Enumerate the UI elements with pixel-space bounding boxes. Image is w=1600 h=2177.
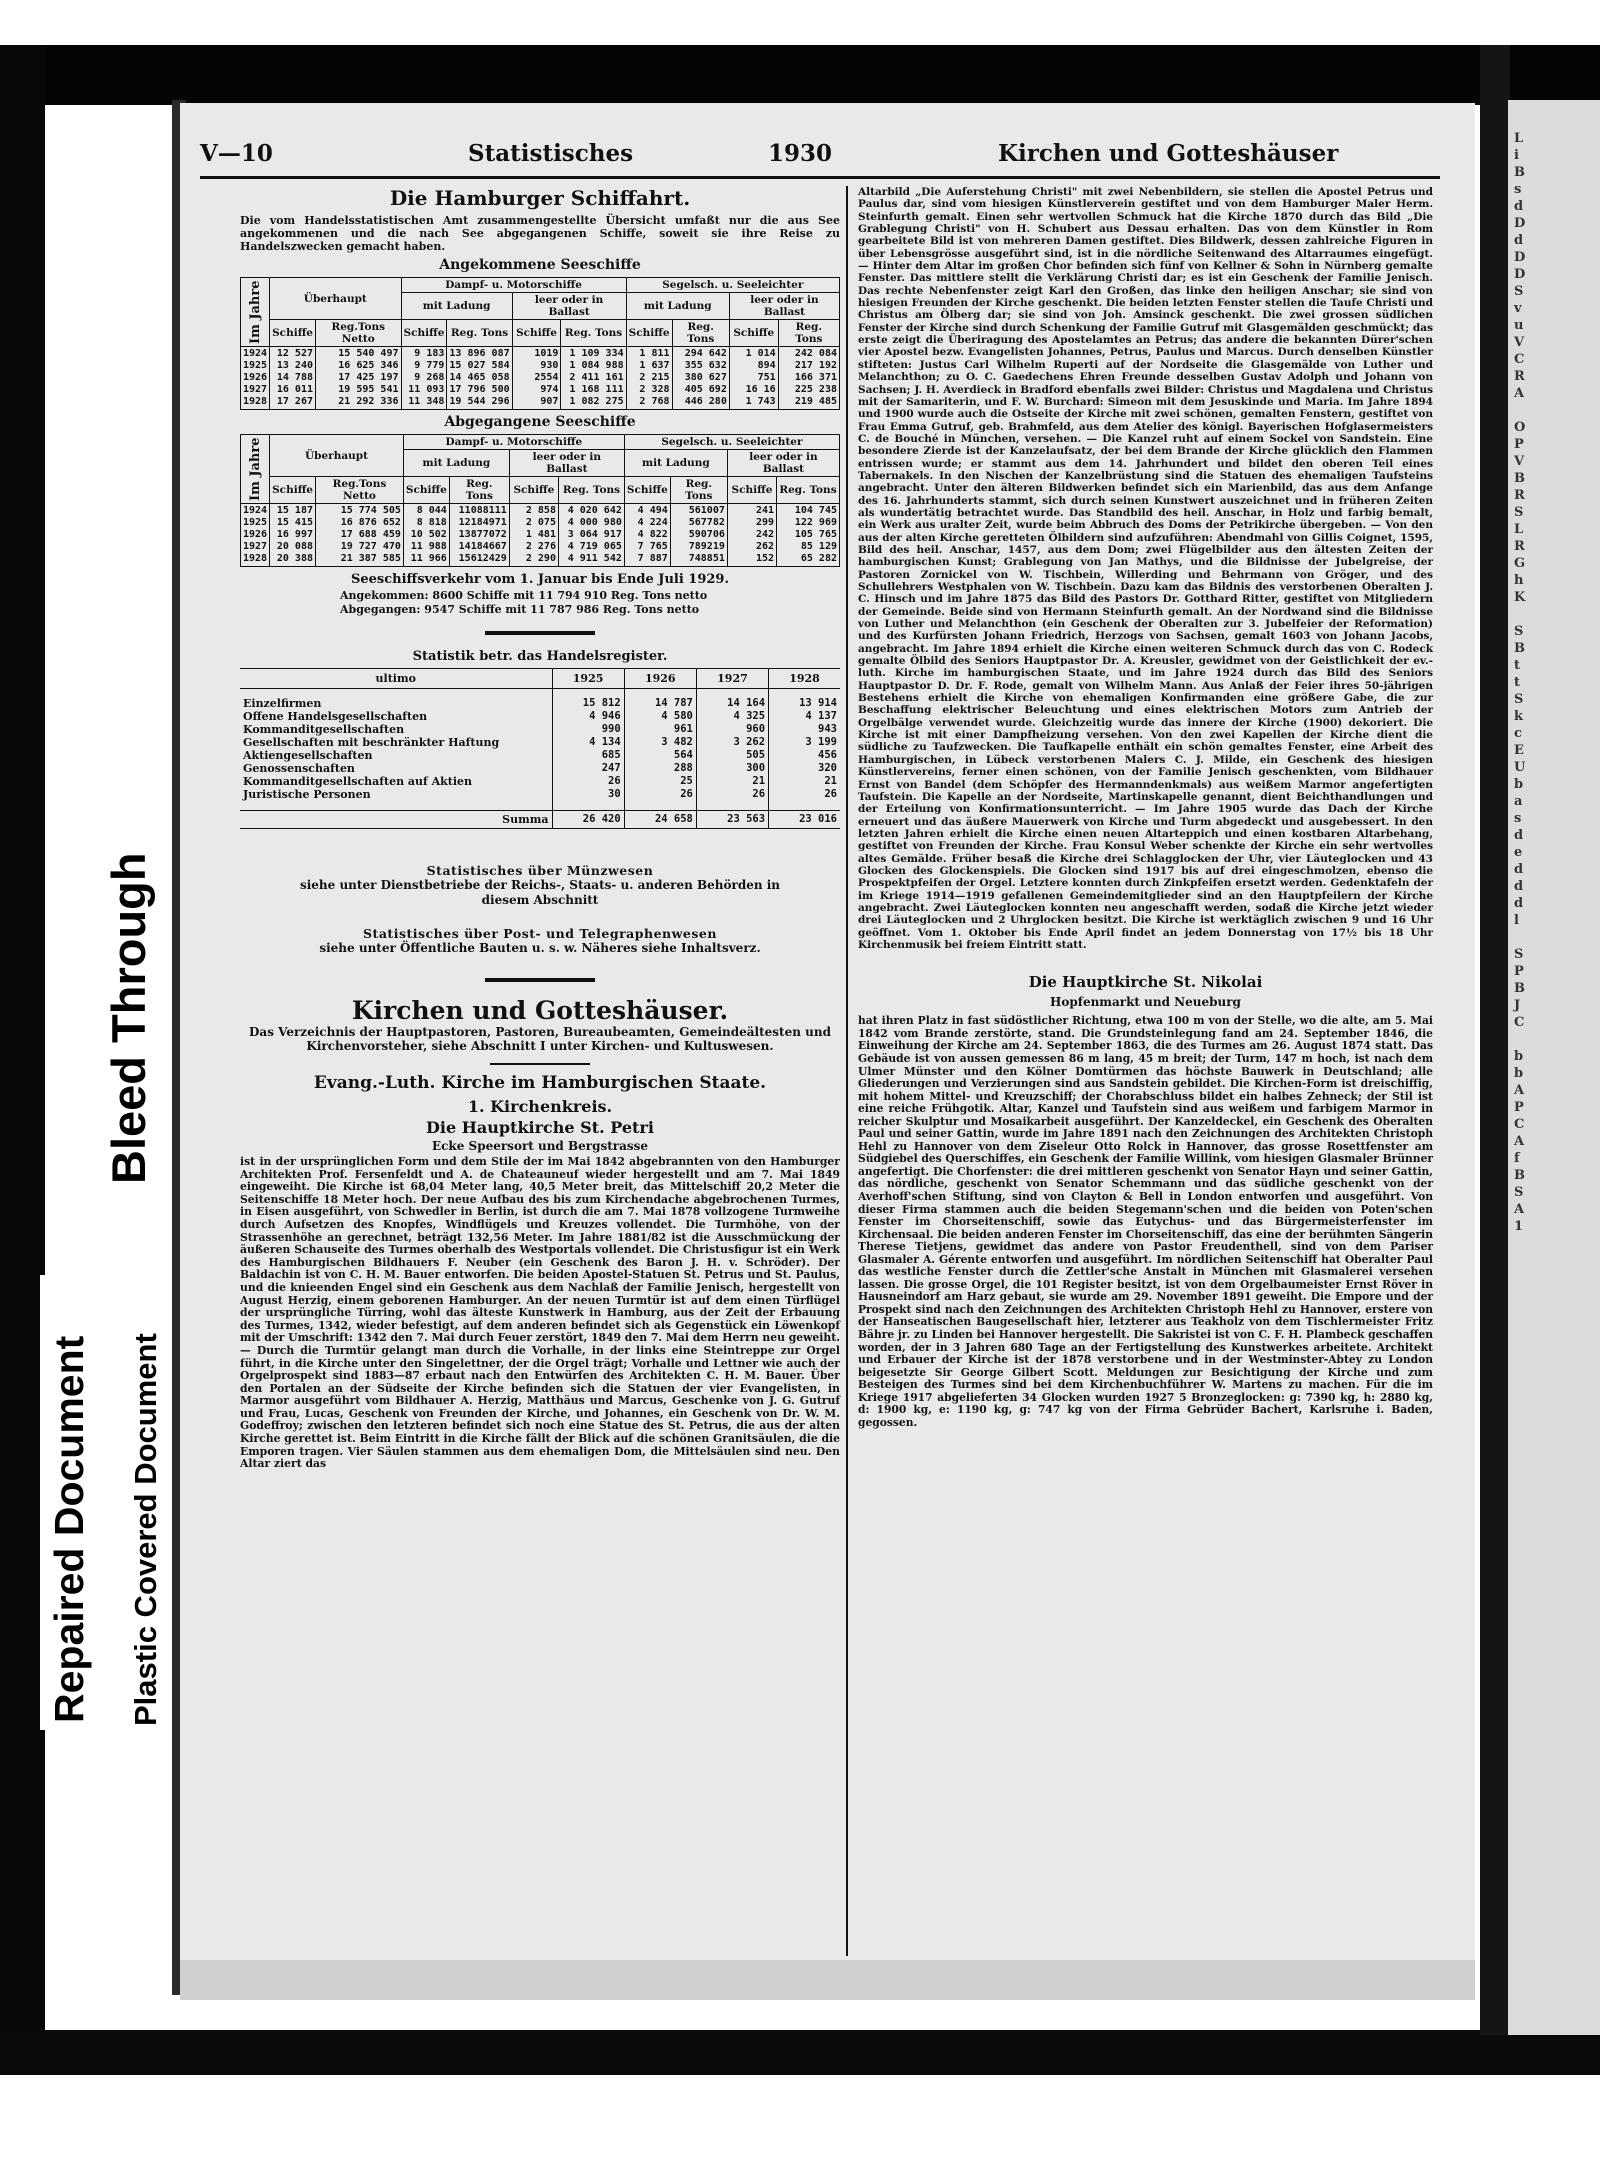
- petri-title: Die Hauptkirche St. Petri: [426, 1118, 654, 1137]
- register-title: Statistik betr. das Handelsregister.: [412, 649, 668, 664]
- register-value: 3 262: [696, 736, 768, 749]
- col-regtons: Reg. Tons: [447, 320, 512, 347]
- page-bottom-shade: [180, 1960, 1475, 2000]
- col-empty: leer oder in Ballast: [509, 450, 624, 477]
- register-value: 961: [624, 723, 696, 736]
- register-value: 3 482: [624, 736, 696, 749]
- header-page-number: V—10: [200, 140, 273, 167]
- register-value: 4 137: [769, 710, 840, 723]
- post-text: siehe unter Öffentliche Bauten u. s. w. Näheres siehe Inhaltsverz.: [319, 941, 761, 955]
- departed-sail-empty-tons: 104 745 122 969 105 765 85 129 65 282: [777, 504, 840, 567]
- register-year: 1925: [552, 669, 624, 689]
- col-regtons: Reg. Tons: [561, 320, 626, 347]
- arrived-steam-empty-tons: 1 109 334 1 084 988 2 411 161 1 168 111 1 082 275: [561, 347, 626, 410]
- petri-text: ist in der ursprünglichen Form und dem Stile der im Mai 1842 abgebrannten von den Hamburger Architekten Prof. Fersenfeldt und A. de Chateauneuf wieder hergestellt und am 7. Mai 1849 eingeweiht. Die Kirche ist 68,04 Meter lang, 40,5 Meter breit, das Mittelschiff 20,2 Meter die Seitenschiffe 18 Meter hoch. Der neue Aufbau des bis zum Kirchendache abgebrochenen Turmes, in Eisen ausgeführt, von Schwedler in Berlin, ist durch die am 7. Mai 1878 vollzogene Turmweihe durch Aufsetzen des Knopfes, Windflügels und Kreuzes vollendet. Die Turmhöhe, von der Strassenhöhe an gerechnet, beträgt 132,56 Meter. Im Jahre 1881/82 ist die Ausschmückung der äußeren Schauseite des Turmes oberhalb des Westportals vollendet. Die Christusfigur ist ein Werk des Hamburgischen Bildhauers F. Neuber (ein Geschenk des Baron J. H. v. Schröder). Der Baldachin ist von C. H. M. Bauer entworfen. Die beiden Apostel-Statuen St. Petrus und St. Paulus, und die knieenden Engel sind ein Geschenk aus dem Nachlaß der Familie Jenisch, hergestellt von August Herzig, einem geborenen Hamburger. An der neuen Turmtür ist auf dem einen Türflügel der ursprüngliche Türring, wohl das älteste Kunstwerk in Hamburg, aus der Zeit der Erbauung des Turmes, 1342, wieder befestigt, auf dem anderen befindet sich als Gegenstück ein Löwenkopf mit der Umschrift: 1342 den 7. Mai durch Feuer zerstört, 1849 den 7. Mai dem Herrn neu geweiht. — Durch die Turmtür gelangt man durch die Vorhalle, in der links eine Steintreppe zur Orgel führt, in die Kirche unter den Singelettner, der die Orgel trägt; Vorhalle und Lettner wie auch der Orgelprospekt sind 1883—87 erbaut nach den Entwürfen des Architekten C. H. M. Bauer. Über den Portalen an der Südseite der Kirche befinden sich die Statuen der vier Evangelisten, in Marmor ausgeführt vom Bildhauer A. Herzig, Matthäus und Marcus, Geschenke von J. G. Gutruf und Frau, Lucas, Geschenk von Freunden der Kirche, und Johannes, ein Geschenk von Dr. W. M. Godeffroy; zwischen den letzteren befindet sich noch eine Statue des St. Petrus, die aus der alten Kirche gerettet ist. Beim Eintritt in die Kirche fällt der Blick auf die schönen Granitsäulen, die die Emporen tragen. Vier Säulen stammen aus dem ehemaligen Dom, die Mittelsäulen sind neu. Den Altar ziert das: [240, 1155, 840, 1471]
- register-value: 320: [769, 762, 840, 775]
- table-row: [240, 788, 840, 801]
- arrived-total-tons: 15 540 497 16 625 346 17 425 197 19 595 541 21 292 336: [316, 347, 402, 410]
- register-sum: 23 563: [696, 811, 768, 829]
- repaired-tag-bg: [40, 1275, 95, 1730]
- departed-total-ships: 15 187 15 415 16 997 20 088 20 388: [270, 504, 316, 567]
- register-row-label: Aktiengesellschaften: [243, 748, 373, 762]
- register-value: 4 134: [552, 736, 624, 749]
- departed-title: Abgegangene Seeschiffe: [444, 414, 636, 430]
- register-row-label: Kommanditgesellschaften auf Aktien: [243, 774, 473, 788]
- col-loaded: mit Ladung: [403, 450, 509, 477]
- table-row: [240, 775, 840, 788]
- col-regtons: Reg. Tons: [558, 477, 624, 504]
- register-value: 15 812: [552, 697, 624, 710]
- register-value: 4 580: [624, 710, 696, 723]
- plastic-covered-label: Plastic Covered Document: [128, 1333, 163, 1726]
- departed-sail-loaded-tons: 561007 567782 590706 789219 748851: [670, 504, 727, 567]
- register-value: 288: [624, 762, 696, 775]
- register-year: 1927: [696, 669, 768, 689]
- register-value: 26: [769, 788, 840, 801]
- repaired-document-label: Repaired Document: [46, 1335, 92, 1723]
- col-regnet: Reg.Tons Netto: [316, 477, 404, 504]
- column-rule: [846, 186, 848, 1956]
- register-value: 456: [769, 749, 840, 762]
- next-page-margin-text: L i B s d D d D D S v u V C R A O P V B R S L R G h K S B t t S k c E U b a s d e d d d l S P B J C b b A P C A f B S A 1: [1514, 131, 1526, 1234]
- header-topic: Kirchen und Gotteshäuser: [998, 140, 1339, 167]
- table-row: [240, 736, 840, 749]
- muenz-note: [240, 863, 840, 908]
- table-row: [240, 749, 840, 762]
- section-divider: [490, 1063, 590, 1065]
- nikolai-street: Hopfenmarkt und Neueburg: [1050, 995, 1241, 1010]
- nikolai-title: Die Hauptkirche St. Nikolai: [1028, 973, 1263, 992]
- register-value: 26: [552, 775, 624, 788]
- departed-sail-loaded-ships: 4 494 4 224 4 822 7 765 7 887: [624, 504, 670, 567]
- register-value: 30: [552, 788, 624, 801]
- register-value: 505: [696, 749, 768, 762]
- col-ships: Schiffe: [270, 320, 316, 347]
- header-year: 1930: [768, 140, 833, 167]
- register-row-label: Juristische Personen: [243, 787, 371, 801]
- arrived-ships-table: [240, 277, 840, 410]
- left-column: [240, 186, 840, 1471]
- col-ships: Schiffe: [624, 477, 670, 504]
- summary-arrived: Angekommen: 8600 Schiffe mit 11 794 910 Reg. Tons netto: [340, 589, 708, 602]
- departed-years: 1924 1925 1926 1927 1928: [241, 504, 270, 567]
- petri-continued-text: Altarbild „Die Auferstehung Christi" mit zwei Nebenbildern, sie stellen die Apostel Petrus und Paulus dar, sind vom hiesigen Künstlerverein gestiftet und von dem Hamburger Maler Herm. Steinfurth gemalt. Einen sehr wertvollen Schmuck hat die Kirche 1870 durch das Bild „Die Grablegung Christi" von H. Schubert aus Dessau erhalten. Das von dem Künstler in Rom gearbeitete Bild ist von mehreren Damen gestiftet. Dies Bildwerk, dessen zahlreiche Figuren in über Lebensgrösse ausgeführt sind, ist in die nördliche Seitenwand des Altarraumes eingefügt. — Hinter dem Altar im großen Chor befinden sich fünf von Kellner & Sohn in Nürnberg gemalte Fenster. Das mittlere stellt die Verklärung Christi dar; es ist ein Geschenk der Familie Jenisch. Das rechte Nebenfenster zeigt Karl den Großen, das linke den heiligen Anschar; sie sind von hiesigen Freunden der Kirche geschenkt. Die beiden letzten Fenster stellen die Taufe Christi und Christus am Ölberg dar; sie sind von Joh. Amsinck geschenkt. Die zwei grossen südlichen Fenster der Kirche sind durch Schenkung der Familie Gutruf mit Glasgemälden geschmückt; das erste zeigt die Überiragung des Apostelamtes an Petrus; das andere die bekannten Dürer'schen vier Apostel bezw. Evangelisten Johannes, Petrus, Paulus und Marcus. Durch denselben Künstler stifteten: Justus Carl Wilhelm Ruperti auf der Nordseite die Glasgemälde von Luther und Melanchthon; zu O. C. Gaedechens Ehren Freunde desselben Gustav Adolph und Johann von Sachsen; J. H. Averdieck in Bradford ebenfalls zwei Bilder: Christus und Magdalena und Christus mit der Samariterin, und F. W. Burchard: Simeon mit dem Jesuskinde und Maria. Im Jahre 1894 und 1900 wurde auch die Ostseite der Kirche mit zwei schönen, gemalten Fenstern, gestiftet von Frau Emma Gutruf, geb. Brahmfeld, aus dem Atelier des königl. Bayerischen Hofglasermeisters C. de Bouché in München, versehen. — Die Kanzel ruht auf einem Sockel von Sandstein. Eine besondere Zierde ist der Kanzelaufsatz, der bei dem Brande der Kirche glücklich den Flammen entrissen wurde; er stammt aus dem 14. Jahrhundert und bildet den oberen Teil eines Tabernakels. In den Nischen der Kanzelbrüstung sind die Statuen des ehemaligen Taufsteins angebracht. Unter den älteren Bildwerken befindet sich ein Marienbild, das aus dem Anfange des 16. Jahrhunderts stammt, sich durch seinen Kunstwert auszeichnet und in früheren Zeiten als wundertätig betrachtet wurde. Das Standbild des heil. Anschar, in Holz und farbig bemalt, ein Werk aus uralter Zeit, wurde beim Abbruch des Doms der Petrikirche übergeben. — Von den aus der alten Kirche geretteten Ölbildern sind aufzuführen: Abendmahl von Gillis Coignet, 1595, Bild des heil. Anschar, 1457, aus dem Dom; zwei Flügelbilder aus den ältesten Zeiten der hamburgischen Kunst; Grablegung von Jan Mathys, und die Bildnisse der Jubelgreise, der Pastoren Zornickel von W. Tischbein, Willerding und Behrmann von Gröger, und des Schullehrers Westphalen von W. Tischbein. Dazu kam das Bildnis des verstorbenen Oberalten J. C. Hinsch und im Jahre 1875 das Bild des Pastors Dr. Gotthard Ritter, gestiftet von Mitgliedern der Gemeinde. Beide sind von Hermann Steinfurth gemalt. An der Nordwand sind die Bildnisse von Luther und Melanchthon (ein Geschenk der Oberalten zur 3. Jubelfeier der Reformation) und des Kurfürsten Johann Friedrich, Herzogs von Sachsen, gemalt 1603 von Johann Jacobs, angebracht. Im Jahre 1894 erhielt die Kirche einen weiteren Schmuck durch das von C. Rodeck gemalte Ölbild des Seniors Hauptpastor Dr. A. Kreusler, gewidmet von der Geistlichkeit der ev.-luth. Kirche im hamburgischen Staate, und im Jahre 1924 durch das Bild des Seniors Hauptpastor D. Dr. F. Rode, gemalt von Wilhelm Mann. Aus Anlaß der Feier ihres 50-jährigen Bestehens erhielt die Kirche von ehemaligen Konfirmanden eine größere Gabe, die zur Beschaffung elektrischer Beleuchtung und eines elektrischen Motors zum Antrieb der Orgelbälge verwendet wurde. Gleichzeitig wurde das innere der Kirche (1900) dekoriert. Die Kirche ist mit einer Dampfheizung versehen. Von den zwei Kapellen der Kirche dient die südliche zu Taufzwecken. Die Taufkapelle enthält ein schön gemaltes Fenster, eine Arbeit des Hamburgischen, in Lübeck verstorbenen Malers C. J. Milde, ein Geschenk des hiesigen Künstlervereins, ferner einen schönen, von der Familie Jenisch geschenkten, vom Bildhauer Ernst von Bandel (dem Schöpfer des Hermanndenkmals) aus weißem Marmor angefertigten Taufstein. Die Kapelle an der Nordseite, Martinskapelle genannt, dient Beichthandlungen und der Erteilung von Konfirmationsunterricht. — Im Jahre 1905 wurde das Dach der Kirche erneuert und das äußere Mauerwerk von Kirche und Turm abgedeckt und ausgebessert. In den letzten Jahren erhielt die Kirche einen neuen Altarteppich und einen kostbaren Altarbehang, gestiftet von Freunden der Kirche. Frau Konsul Weber schenkte der Kirche ein sehr wertvolles altes Gemälde. Früher besaß die Kirche drei Schlagglocken der Uhr, vier Läuteglocken und 43 Glocken des Glockenspiels. Die Glocken sind 1917 bis auf drei eingeschmolzen, ebenso die Prospektpfeifen der Orgel. Letztere konnten durch Zinkpfeifen ersetzt werden. Gedenktafeln der im Kriege 1914—1919 gefallenen Gemeindemitglieder sind an den Hauptpfeilern der Kirche angebracht. Zwei Läuteglocken konnten neu angeschafft werden, sodaß die Kirche jetzt wieder drei Läuteglocken und 2 Uhrglocken besitzt. Die Kirche ist werktäglich zwischen 9 und 16 Uhr geöffnet. Vom 1. Oktober bis Ende April findet an jedem Donnerstag von 17½ bis 18 Uhr Kirchenmusik bei freiem Eintritt statt.: [858, 186, 1433, 951]
- register-sum: 26 420: [552, 811, 624, 829]
- col-empty: leer oder in Ballast: [729, 293, 839, 320]
- table-row: [240, 723, 840, 736]
- col-ships: Schiffe: [512, 320, 561, 347]
- arrived-sail-loaded-tons: 294 642 355 632 380 627 405 692 446 280: [672, 347, 729, 410]
- arrived-steam-loaded-ships: 9 183 9 779 9 268 11 093 11 348: [401, 347, 447, 410]
- register-value: 26: [624, 788, 696, 801]
- col-regnet: Reg.Tons Netto: [316, 320, 402, 347]
- arrived-sail-empty-ships: 1 014 894 751 16 16 1 743: [729, 347, 778, 410]
- register-year: 1928: [769, 669, 840, 689]
- col-total: Überhaupt: [270, 435, 404, 477]
- register-row-label: Einzelfirmen: [243, 696, 322, 710]
- arrived-steam-empty-ships: 1019 930 2554 974 907: [512, 347, 561, 410]
- register-value: 21: [769, 775, 840, 788]
- register-row-label: Kommanditgesellschaften: [243, 722, 405, 736]
- col-loaded: mit Ladung: [401, 293, 512, 320]
- arrived-title: Angekommene Seeschiffe: [439, 257, 641, 273]
- arrived-total-ships: 12 527 13 240 14 788 16 011 17 267: [270, 347, 316, 410]
- register-value: 685: [552, 749, 624, 762]
- bleed-through-label: Bleed Through: [102, 852, 155, 1184]
- register-value: 990: [552, 723, 624, 736]
- register-value: 960: [696, 723, 768, 736]
- col-regtons: Reg. Tons: [670, 477, 727, 504]
- col-ships: Schiffe: [509, 477, 558, 504]
- col-total: Überhaupt: [270, 278, 401, 320]
- register-row-label: Gesellschaften mit beschränkter Haftung: [243, 735, 500, 749]
- register-value: 247: [552, 762, 624, 775]
- register-row-label: Offene Handelsgesellschaften: [243, 709, 428, 723]
- register-table: [240, 668, 840, 829]
- register-value: 14 164: [696, 697, 768, 710]
- departed-steam-loaded-ships: 8 044 8 818 10 502 11 988 11 966: [403, 504, 449, 567]
- departed-total-tons: 15 774 505 16 876 652 17 688 459 19 727 470 21 387 585: [316, 504, 404, 567]
- churches-intro: Das Verzeichnis der Hauptpastoren, Pastoren, Bureaubeamten, Gemeindeältesten und Kirchenvorsteher, siehe Abschnitt I unter Kirchen- und Kultuswesen.: [249, 1025, 831, 1053]
- departed-steam-empty-tons: 4 020 642 4 000 980 3 064 917 4 719 065 4 911 542: [558, 504, 624, 567]
- kreis-title: 1. Kirchenkreis.: [467, 1097, 613, 1116]
- col-steam: Dampf- u. Motorschiffe: [401, 278, 626, 293]
- register-col-label: ultimo: [240, 669, 552, 689]
- book-gutter: [1480, 45, 1510, 2035]
- petri-street: Ecke Speersort und Bergstrasse: [431, 1139, 649, 1153]
- next-page-edge: [1508, 100, 1600, 2035]
- scanner-top-edge: [0, 45, 1600, 105]
- register-value: 3 199: [769, 736, 840, 749]
- header-rule: [200, 176, 1440, 179]
- departed-sail-empty-ships: 241 299 242 262 152: [727, 504, 776, 567]
- col-ships: Schiffe: [729, 320, 778, 347]
- table-sum-row: [240, 811, 840, 829]
- col-empty: leer oder in Ballast: [727, 450, 839, 477]
- col-regtons: Reg. Tons: [672, 320, 729, 347]
- col-loaded: mit Ladung: [626, 293, 729, 320]
- col-sail: Segelsch. u. Seeleichter: [624, 435, 839, 450]
- muenz-title: Statistisches über Münzwesen: [426, 863, 654, 878]
- shipping-intro: Die vom Handelsstatistischen Amt zusammengestellte Übersicht umfaßt nur die aus See angekommenen und die nach See abgegangenen Schiffe, soweit sie ihre Reise zu Handelszwecken gemacht haben.: [240, 214, 840, 253]
- register-value: 13 914: [769, 697, 840, 710]
- page-header: [200, 140, 1440, 174]
- register-value: 26: [696, 788, 768, 801]
- col-regtons: Reg. Tons: [449, 477, 509, 504]
- muenz-text: siehe unter Dienstbetriebe der Reichs-, Staats- u. anderen Behörden in diesem Abschnitt: [299, 878, 781, 907]
- nikolai-text: hat ihren Platz in fast südöstlicher Richtung, etwa 100 m von der Stelle, wo die alte, am 5. Mai 1842 vom Brande zerstörte, stand. Die Grundsteinlegung fand am 24. September 1846, die Einweihung der Kirche am 24. September 1863, die des Turmes am 26. August 1874 statt. Das Gebäude ist von aussen gemessen 86 m lang, 45 m breit; der Turm, 147 m hoch, ist nach dem Ulmer Münster und den Kölner Domtürmen das höchste Bauwerk in Deutschland; alle Gliederungen und Verzierungen sind aus Sandstein gebildet. Die Kirchen-Form ist dreischiffig, mit hohem Mittel- und Kreuzschiff; der Chorabschluss bildet ein halbes Zehneck; der Stil ist eine reiche Frühgotik. Altar, Kanzel und Taufstein sind aus weißem und farbigem Marmor in reicher Skulptur und Mosaikarbeit ausgeführt. Der Kanzeldeckel, ein Geschenk des Oberalten Paul und seiner Gattin, wurde im Jahre 1891 nach den Zeichnungen des Architekten Christoph Hehl zu Hannover von dem Ziseleur Otto Rolck in Hannover, das grosse Rosettfenster am Südgiebel des Querschiffes, ein Geschenk der Familie Willink, vom hiesigen Glasmaler Brünner angefertigt. Die Chorfenster: die drei mittleren geschenkt von Senator Hayn und seiner Gattin, das nördliche, geschenkt von Senator Schemmann und das südliche geschenkt von der Averhoff'schen Stiftung, sind von Clayton & Bell in London entworfen und ausgeführt. Von dieser Firma stammen auch die beiden Stegemann'schen und die beiden von Poten'schen Fenster im Chorseitenschiff, sowie das Eutychus- und das Bürgermeisterfenster im Kirchensaal. Die beiden anderen Fenster im Chorseitenschiff, das eine der berühmten Sängerin Therese Tietjens, gewidmet das andere von Pastor Freudenthell, sind von dem Pariser Glasmaler A. Gérente entworfen und ausgeführt. Im nördlichen Seitenschiff hat Oberalter Paul das westliche Fenster durch die Zettler'sche Anstalt in München mit Glasmalerei versehen lassen. Die grosse Orgel, die 101 Register besitzt, ist von dem Orgelbaumeister Ernst Röver in Hausneindorf am Harz gebaut, sie wurde am 29. November 1891 geweiht. Die Empore und der Prospekt sind nach den Zeichnungen des Architekten Christoph Hehl zu Hannover, erstere von der Hanseatischen Baugesellschaft hier, letzterer aus Teakholz von dem Tischlermeister Fritz Bähre jr. zu Linden bei Hannover hergestellt. Die Sakristei ist von C. F. H. Plambeck geschaffen worden, der in 3 Jahren 680 Tage an der Fertigstellung des Kunstwerkes arbeitete. Architekt und Erbauer der Kirche ist der 1878 verstorbene und in der Westminster-Abtey zu London beigesetzte Sir George Gilbert Scott. Meldungen zur Besichtigung der Kirche und zum Besteigen des Turmes sind bei dem Kirchenbuchführer W. Martens zu machen. Für die im Kriege 1917 abgelieferten 34 Glocken wurden 1927 5 Bronzeglocken: g: 7390 kg, h: 2880 kg, d: 1900 kg, e: 1190 kg, g: 747 kg von der Firma Gebrüder Bachert, Karlsruhe i. Baden, gegossen.: [858, 1014, 1433, 1429]
- col-ships: Schiffe: [727, 477, 776, 504]
- col-empty: leer oder in Ballast: [512, 293, 626, 320]
- bleed-tag-bg: [95, 780, 157, 1190]
- arrived-sail-empty-tons: 242 084 217 192 166 371 225 238 219 485: [778, 347, 839, 410]
- register-value: 943: [769, 723, 840, 736]
- col-ships: Schiffe: [270, 477, 316, 504]
- register-value: 4 325: [696, 710, 768, 723]
- register-row-label: Genossenschaften: [243, 761, 355, 775]
- col-ships: Schiffe: [401, 320, 447, 347]
- register-year: 1926: [624, 669, 696, 689]
- right-column: [858, 186, 1433, 1429]
- churches-title: Kirchen und Gotteshäuser.: [351, 996, 729, 1025]
- summary-title: Seeschiffsverkehr vom 1. Januar bis Ende Juli 1929.: [350, 572, 730, 587]
- table-row: [240, 762, 840, 775]
- col-ships: Schiffe: [626, 320, 672, 347]
- arrived-sail-loaded-ships: 1 811 1 637 2 215 2 328 2 768: [626, 347, 672, 410]
- arrived-years: 1924 1925 1926 1927 1928: [241, 347, 270, 410]
- summary-departed: Abgegangen: 9547 Schiffe mit 11 787 986 Reg. Tons netto: [340, 603, 700, 616]
- register-value: 25: [624, 775, 696, 788]
- spacer: [240, 801, 552, 811]
- scanner-left-edge: [0, 45, 45, 2075]
- evang-title: Evang.-Luth. Kirche im Hamburgischen Staate.: [313, 1073, 767, 1093]
- header-section: Statistisches: [468, 140, 634, 167]
- col-steam: Dampf- u. Motorschiffe: [403, 435, 624, 450]
- col-year: Im Jahre: [241, 278, 270, 347]
- section-divider: [485, 978, 595, 982]
- plastic-tag-bg: [124, 1270, 169, 1730]
- register-sum: 24 658: [624, 811, 696, 829]
- col-year: Im Jahre: [241, 435, 270, 504]
- shipping-title: Die Hamburger Schiffahrt.: [389, 186, 691, 210]
- col-regtons: Reg. Tons: [777, 477, 840, 504]
- spacer: [240, 689, 552, 697]
- table-data-block: [241, 504, 840, 567]
- register-sum: 23 016: [769, 811, 840, 829]
- col-sail: Segelsch. u. Seeleichter: [626, 278, 839, 293]
- departed-ships-table: [240, 434, 840, 567]
- section-divider: [485, 631, 595, 635]
- table-data-block: [241, 347, 840, 410]
- arrived-steam-loaded-tons: 13 896 087 15 027 584 14 465 058 17 796 500 19 544 296: [447, 347, 512, 410]
- table-row: [240, 697, 840, 710]
- post-title: Statistisches über Post- und Telegraphenwesen: [363, 926, 717, 941]
- departed-steam-empty-ships: 2 858 2 075 1 481 2 276 2 290: [509, 504, 558, 567]
- register-value: 300: [696, 762, 768, 775]
- register-value: 14 787: [624, 697, 696, 710]
- col-ships: Schiffe: [403, 477, 449, 504]
- post-note: [240, 926, 840, 956]
- col-loaded: mit Ladung: [624, 450, 727, 477]
- register-sum-label: Summa: [240, 811, 552, 829]
- table-row: [240, 710, 840, 723]
- col-regtons: Reg. Tons: [778, 320, 839, 347]
- scanner-bottom-edge: [0, 2030, 1600, 2075]
- register-value: 564: [624, 749, 696, 762]
- departed-steam-loaded-tons: 11088111 12184971 13877072 14184667 15612429: [449, 504, 509, 567]
- register-value: 21: [696, 775, 768, 788]
- register-value: 4 946: [552, 710, 624, 723]
